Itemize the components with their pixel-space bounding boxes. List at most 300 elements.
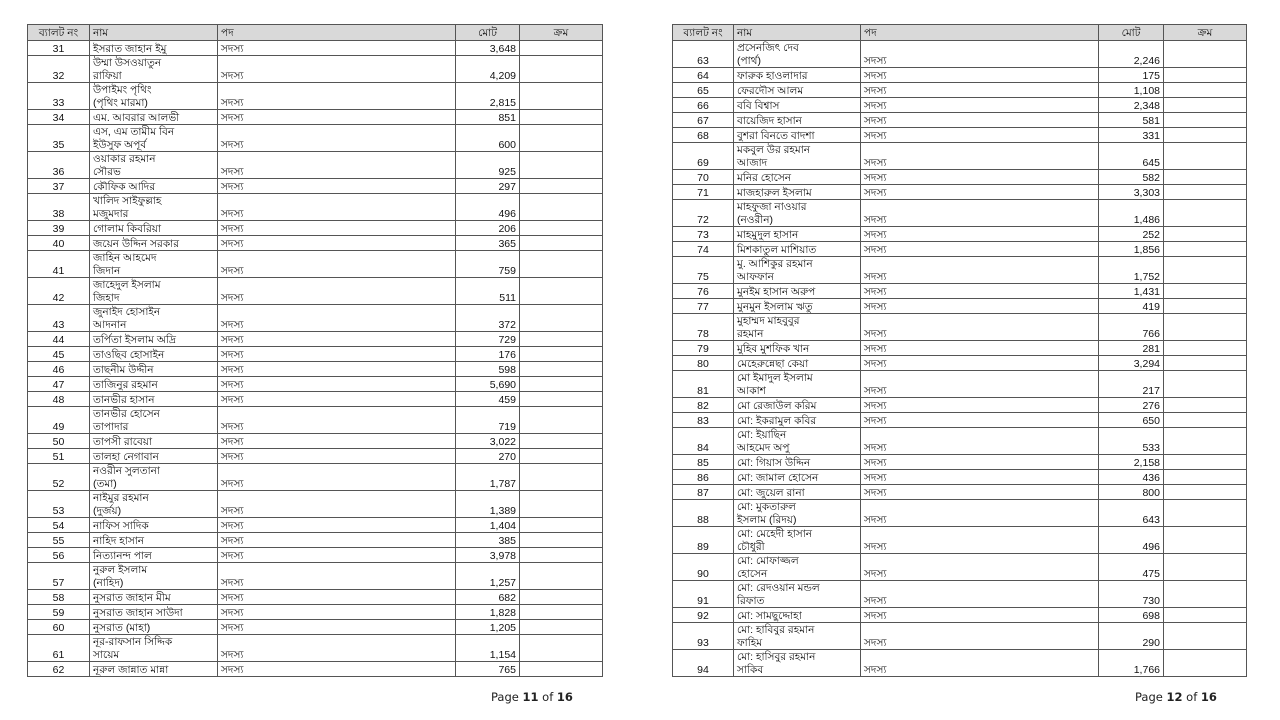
table-row xyxy=(28,332,603,347)
name-cell: জুনাইদ হোসাইন আদনান xyxy=(90,305,218,332)
total-pages: 16 xyxy=(556,690,573,704)
ballot-number-cell: 64 xyxy=(673,68,734,83)
ballot-number-cell: 50 xyxy=(28,434,90,449)
table-row xyxy=(28,491,603,518)
table-row xyxy=(28,251,603,278)
name-cell: মো রেজাউল করিম xyxy=(734,398,861,413)
rank-cell xyxy=(1164,341,1247,356)
post-cell: সদস্য xyxy=(218,518,456,533)
name-cell: তাপসী রাবেয়া xyxy=(90,434,218,449)
table-row xyxy=(673,356,1247,371)
total-votes-cell: 175 xyxy=(1099,68,1164,83)
page-number xyxy=(1135,690,1217,704)
header-total: মোট xyxy=(456,25,520,41)
rank-cell xyxy=(1164,371,1247,398)
table-row xyxy=(673,242,1247,257)
rank-cell xyxy=(1164,128,1247,143)
post-cell: সদস্য xyxy=(218,590,456,605)
ballot-number-cell: 69 xyxy=(673,143,734,170)
post-cell: সদস্য xyxy=(861,608,1099,623)
post-cell: সদস্য xyxy=(218,464,456,491)
header-post: পদ xyxy=(861,25,1099,41)
post-cell: সদস্য xyxy=(861,527,1099,554)
post-cell: সদস্য xyxy=(861,650,1099,677)
table-row xyxy=(673,185,1247,200)
total-votes-cell: 2,815 xyxy=(456,83,520,110)
table-row xyxy=(673,623,1247,650)
total-votes-cell: 385 xyxy=(456,533,520,548)
ballot-number-cell: 87 xyxy=(673,485,734,500)
rank-cell xyxy=(1164,428,1247,455)
rank-cell xyxy=(1164,455,1247,470)
name-cell: মো: সামছুদ্দোহা xyxy=(734,608,861,623)
rank-cell xyxy=(1164,143,1247,170)
ballot-number-cell: 83 xyxy=(673,413,734,428)
total-votes-cell: 419 xyxy=(1099,299,1164,314)
ballot-number-cell: 58 xyxy=(28,590,90,605)
rank-cell xyxy=(520,83,603,110)
total-votes-cell: 1,257 xyxy=(456,563,520,590)
ballot-number-cell: 67 xyxy=(673,113,734,128)
table-row xyxy=(673,113,1247,128)
page-of-label: of xyxy=(1186,690,1198,704)
ballot-number-cell: 37 xyxy=(28,179,90,194)
name-cell: নাহিদ হাসান xyxy=(90,533,218,548)
table-row xyxy=(673,128,1247,143)
table-row xyxy=(28,152,603,179)
name-cell: নওরীন সুলতানা (তমা) xyxy=(90,464,218,491)
table-row xyxy=(673,650,1247,677)
table-row xyxy=(28,236,603,251)
post-cell: সদস্য xyxy=(218,434,456,449)
rank-cell xyxy=(1164,470,1247,485)
rank-cell xyxy=(520,392,603,407)
table-row xyxy=(28,392,603,407)
total-votes-cell: 276 xyxy=(1099,398,1164,413)
total-votes-cell: 372 xyxy=(456,305,520,332)
total-votes-cell: 730 xyxy=(1099,581,1164,608)
ballot-number-cell: 82 xyxy=(673,398,734,413)
post-cell: সদস্য xyxy=(861,143,1099,170)
rank-cell xyxy=(1164,68,1247,83)
name-cell: ববি বিশ্বাস xyxy=(734,98,861,113)
total-votes-cell: 511 xyxy=(456,278,520,305)
post-cell: সদস্য xyxy=(218,152,456,179)
ballot-number-cell: 81 xyxy=(673,371,734,398)
rank-cell xyxy=(1164,284,1247,299)
rank-cell xyxy=(520,56,603,83)
ballot-number-cell: 88 xyxy=(673,500,734,527)
ballot-number-cell: 93 xyxy=(673,623,734,650)
rank-cell xyxy=(1164,623,1247,650)
post-cell: সদস্য xyxy=(218,278,456,305)
ballot-number-cell: 31 xyxy=(28,41,90,56)
post-cell: সদস্য xyxy=(861,581,1099,608)
name-cell: মনির হোসেন xyxy=(734,170,861,185)
ballot-number-cell: 75 xyxy=(673,257,734,284)
table-row xyxy=(673,581,1247,608)
post-cell: সদস্য xyxy=(218,83,456,110)
table-row xyxy=(28,464,603,491)
total-votes-cell: 2,246 xyxy=(1099,41,1164,68)
name-cell: উম্মা উসওয়াতুন রাফিয়া xyxy=(90,56,218,83)
rank-cell xyxy=(520,635,603,662)
total-votes-cell: 759 xyxy=(456,251,520,278)
ballot-number-cell: 56 xyxy=(28,548,90,563)
rank-cell xyxy=(1164,227,1247,242)
rank-cell xyxy=(520,305,603,332)
name-cell: এস, এম তামীম বিন ইউসুফ অপূর্ব xyxy=(90,125,218,152)
post-cell: সদস্য xyxy=(218,194,456,221)
rank-cell xyxy=(520,179,603,194)
table-row xyxy=(28,590,603,605)
name-cell: মো: ইয়াছিন আহমেদ অপু xyxy=(734,428,861,455)
post-cell: সদস্য xyxy=(861,227,1099,242)
ballot-number-cell: 63 xyxy=(673,41,734,68)
name-cell: নুরুল ইসলাম (নাহিদ) xyxy=(90,563,218,590)
ballot-number-cell: 62 xyxy=(28,662,90,677)
ballot-number-cell: 90 xyxy=(673,554,734,581)
ballot-number-cell: 32 xyxy=(28,56,90,83)
total-votes-cell: 643 xyxy=(1099,500,1164,527)
table-row xyxy=(28,635,603,662)
ballot-number-cell: 66 xyxy=(673,98,734,113)
ballot-number-cell: 79 xyxy=(673,341,734,356)
table-row xyxy=(28,449,603,464)
name-cell: জয়েন উদ্দিন সরকার xyxy=(90,236,218,251)
rank-cell xyxy=(1164,527,1247,554)
total-votes-cell: 650 xyxy=(1099,413,1164,428)
name-cell: নুসরাত (মাহা) xyxy=(90,620,218,635)
rank-cell xyxy=(520,221,603,236)
post-cell: সদস্য xyxy=(861,455,1099,470)
rank-cell xyxy=(1164,608,1247,623)
post-cell: সদস্য xyxy=(861,242,1099,257)
name-cell: নিত্যানন্দ পাল xyxy=(90,548,218,563)
table-row xyxy=(28,377,603,392)
table-row xyxy=(673,413,1247,428)
total-votes-cell: 2,348 xyxy=(1099,98,1164,113)
post-cell: সদস্য xyxy=(218,662,456,677)
total-votes-cell: 217 xyxy=(1099,371,1164,398)
table-row xyxy=(28,605,603,620)
total-votes-cell: 600 xyxy=(456,125,520,152)
total-votes-cell: 1,154 xyxy=(456,635,520,662)
ballot-number-cell: 77 xyxy=(673,299,734,314)
post-cell: সদস্য xyxy=(218,620,456,635)
name-cell: মো: হাসিবুর রহমান সাকিব xyxy=(734,650,861,677)
table-row xyxy=(673,500,1247,527)
ballot-number-cell: 48 xyxy=(28,392,90,407)
total-votes-cell: 682 xyxy=(456,590,520,605)
document-page-12 xyxy=(640,0,1280,720)
table-row xyxy=(28,305,603,332)
table-header-row xyxy=(673,25,1247,41)
current-page: 11 xyxy=(522,690,539,704)
total-votes-cell: 1,828 xyxy=(456,605,520,620)
ballot-number-cell: 51 xyxy=(28,449,90,464)
total-votes-cell: 1,389 xyxy=(456,491,520,518)
ballot-number-cell: 86 xyxy=(673,470,734,485)
post-cell: সদস্য xyxy=(218,563,456,590)
rank-cell xyxy=(1164,299,1247,314)
rank-cell xyxy=(520,110,603,125)
total-votes-cell: 598 xyxy=(456,362,520,377)
table-row xyxy=(673,371,1247,398)
ballot-number-cell: 42 xyxy=(28,278,90,305)
post-cell: সদস্য xyxy=(861,257,1099,284)
name-cell: এম. আবরার আলভী xyxy=(90,110,218,125)
post-cell: সদস্য xyxy=(218,491,456,518)
post-cell: সদস্য xyxy=(218,236,456,251)
total-votes-cell: 5,690 xyxy=(456,377,520,392)
post-cell: সদস্য xyxy=(861,68,1099,83)
ballot-number-cell: 36 xyxy=(28,152,90,179)
rank-cell xyxy=(520,605,603,620)
name-cell: মো: মুকতারুল ইসলাম (রিদয়) xyxy=(734,500,861,527)
table-row xyxy=(28,278,603,305)
table-row xyxy=(28,347,603,362)
rank-cell xyxy=(520,491,603,518)
name-cell: নূর-রাফসান সিদ্দিক সায়েম xyxy=(90,635,218,662)
rank-cell xyxy=(520,332,603,347)
post-cell: সদস্য xyxy=(218,449,456,464)
total-votes-cell: 331 xyxy=(1099,128,1164,143)
ballot-number-cell: 40 xyxy=(28,236,90,251)
rank-cell xyxy=(520,662,603,677)
table-row xyxy=(673,83,1247,98)
rank-cell xyxy=(520,347,603,362)
table-header-row xyxy=(28,25,603,41)
total-votes-cell: 459 xyxy=(456,392,520,407)
name-cell: নুসরাত জাহান মীম xyxy=(90,590,218,605)
table-row xyxy=(28,56,603,83)
rank-cell xyxy=(1164,581,1247,608)
total-votes-cell: 533 xyxy=(1099,428,1164,455)
total-votes-cell: 206 xyxy=(456,221,520,236)
total-votes-cell: 3,022 xyxy=(456,434,520,449)
post-cell: সদস্য xyxy=(218,251,456,278)
table-row xyxy=(28,407,603,434)
ballot-number-cell: 61 xyxy=(28,635,90,662)
candidate-table xyxy=(27,24,603,677)
rank-cell xyxy=(1164,98,1247,113)
rank-cell xyxy=(520,590,603,605)
total-votes-cell: 1,766 xyxy=(1099,650,1164,677)
page-label: Page xyxy=(1135,690,1163,704)
post-cell: সদস্য xyxy=(218,41,456,56)
total-votes-cell: 1,752 xyxy=(1099,257,1164,284)
table-row xyxy=(28,548,603,563)
rank-cell xyxy=(1164,83,1247,98)
ballot-number-cell: 65 xyxy=(673,83,734,98)
table-row xyxy=(673,227,1247,242)
candidate-table xyxy=(672,24,1247,677)
ballot-number-cell: 35 xyxy=(28,125,90,152)
table-row xyxy=(673,41,1247,68)
post-cell: সদস্য xyxy=(861,284,1099,299)
header-ballot-number: ব্যালট নং xyxy=(28,25,90,41)
post-cell: সদস্য xyxy=(861,356,1099,371)
post-cell: সদস্য xyxy=(218,179,456,194)
header-total: মোট xyxy=(1099,25,1164,41)
ballot-number-cell: 43 xyxy=(28,305,90,332)
table-row xyxy=(28,662,603,677)
table-row xyxy=(673,455,1247,470)
total-votes-cell: 4,209 xyxy=(456,56,520,83)
ballot-number-cell: 74 xyxy=(673,242,734,257)
total-votes-cell: 252 xyxy=(1099,227,1164,242)
table-row xyxy=(28,83,603,110)
ballot-number-cell: 41 xyxy=(28,251,90,278)
ballot-number-cell: 52 xyxy=(28,464,90,491)
total-votes-cell: 925 xyxy=(456,152,520,179)
rank-cell xyxy=(1164,185,1247,200)
ballot-number-cell: 49 xyxy=(28,407,90,434)
name-cell: তানভীর হোসেন তাপাদার xyxy=(90,407,218,434)
rank-cell xyxy=(1164,41,1247,68)
table-row xyxy=(28,434,603,449)
total-votes-cell: 765 xyxy=(456,662,520,677)
post-cell: সদস্য xyxy=(218,548,456,563)
name-cell: নাইমুর রহমান (দুর্জয়) xyxy=(90,491,218,518)
table-row xyxy=(673,554,1247,581)
name-cell: তাছনীম উদ্দীন xyxy=(90,362,218,377)
post-cell: সদস্য xyxy=(861,299,1099,314)
total-votes-cell: 436 xyxy=(1099,470,1164,485)
post-cell: সদস্য xyxy=(861,314,1099,341)
name-cell: উপাইমং পৃথিং (পৃথিং মারমা) xyxy=(90,83,218,110)
table-row xyxy=(673,428,1247,455)
name-cell: গোলাম কিবরিয়া xyxy=(90,221,218,236)
post-cell: সদস্য xyxy=(861,200,1099,227)
post-cell: সদস্য xyxy=(861,128,1099,143)
rank-cell xyxy=(1164,113,1247,128)
name-cell: নুসরাত জাহান সাউদা xyxy=(90,605,218,620)
total-votes-cell: 729 xyxy=(456,332,520,347)
table-row xyxy=(28,179,603,194)
total-votes-cell: 1,856 xyxy=(1099,242,1164,257)
ballot-number-cell: 57 xyxy=(28,563,90,590)
table-row xyxy=(673,485,1247,500)
total-votes-cell: 3,978 xyxy=(456,548,520,563)
post-cell: সদস্য xyxy=(218,56,456,83)
total-votes-cell: 645 xyxy=(1099,143,1164,170)
total-votes-cell: 851 xyxy=(456,110,520,125)
name-cell: কৌফিক আদির xyxy=(90,179,218,194)
table-row xyxy=(673,98,1247,113)
post-cell: সদস্য xyxy=(861,623,1099,650)
table-row xyxy=(28,41,603,56)
name-cell: জাহিন আহমেদ জিদান xyxy=(90,251,218,278)
rank-cell xyxy=(1164,413,1247,428)
header-post: পদ xyxy=(218,25,456,41)
rank-cell xyxy=(520,236,603,251)
name-cell: ফারুক হাওলাদার xyxy=(734,68,861,83)
total-votes-cell: 281 xyxy=(1099,341,1164,356)
total-pages: 16 xyxy=(1200,690,1217,704)
rank-cell xyxy=(1164,314,1247,341)
name-cell: ইসরাত জাহান ইমু xyxy=(90,41,218,56)
rank-cell xyxy=(520,41,603,56)
table-row xyxy=(673,170,1247,185)
total-votes-cell: 2,158 xyxy=(1099,455,1164,470)
ballot-number-cell: 46 xyxy=(28,362,90,377)
name-cell: মুনইম হাসান অরুপ xyxy=(734,284,861,299)
ballot-number-cell: 84 xyxy=(673,428,734,455)
table-row xyxy=(28,125,603,152)
total-votes-cell: 176 xyxy=(456,347,520,362)
name-cell: মো: গিয়াস উদ্দিন xyxy=(734,455,861,470)
post-cell: সদস্য xyxy=(218,221,456,236)
ballot-number-cell: 53 xyxy=(28,491,90,518)
rank-cell xyxy=(520,407,603,434)
total-votes-cell: 719 xyxy=(456,407,520,434)
total-votes-cell: 766 xyxy=(1099,314,1164,341)
post-cell: সদস্য xyxy=(861,371,1099,398)
rank-cell xyxy=(520,518,603,533)
rank-cell xyxy=(520,620,603,635)
post-cell: সদস্য xyxy=(218,605,456,620)
table-row xyxy=(673,200,1247,227)
name-cell: খালিদ সাইফুল্লাহ মজুমদার xyxy=(90,194,218,221)
rank-cell xyxy=(1164,650,1247,677)
ballot-number-cell: 55 xyxy=(28,533,90,548)
total-votes-cell: 270 xyxy=(456,449,520,464)
table-row xyxy=(673,257,1247,284)
name-cell: মাহমুদুল হাসান xyxy=(734,227,861,242)
table-row xyxy=(673,341,1247,356)
page-label: Page xyxy=(491,690,519,704)
name-cell: মো: মোফাজ্জল হোসেন xyxy=(734,554,861,581)
post-cell: সদস্য xyxy=(861,98,1099,113)
post-cell: সদস্য xyxy=(861,413,1099,428)
rank-cell xyxy=(520,449,603,464)
table-row xyxy=(673,608,1247,623)
name-cell: প্রসেনজিৎ দেব (পার্থ) xyxy=(734,41,861,68)
total-votes-cell: 297 xyxy=(456,179,520,194)
post-cell: সদস্য xyxy=(861,170,1099,185)
name-cell: মো ইমাদুল ইসলাম আকাশ xyxy=(734,371,861,398)
table-row xyxy=(673,314,1247,341)
post-cell: সদস্য xyxy=(218,635,456,662)
total-votes-cell: 800 xyxy=(1099,485,1164,500)
table-row xyxy=(673,284,1247,299)
table-row xyxy=(673,398,1247,413)
name-cell: মো: ইকরামুল কবির xyxy=(734,413,861,428)
ballot-number-cell: 76 xyxy=(673,284,734,299)
ballot-number-cell: 89 xyxy=(673,527,734,554)
total-votes-cell: 365 xyxy=(456,236,520,251)
rank-cell xyxy=(1164,200,1247,227)
total-votes-cell: 3,294 xyxy=(1099,356,1164,371)
ballot-number-cell: 54 xyxy=(28,518,90,533)
rank-cell xyxy=(1164,242,1247,257)
rank-cell xyxy=(520,278,603,305)
post-cell: সদস্য xyxy=(218,305,456,332)
table-row xyxy=(28,563,603,590)
rank-cell xyxy=(1164,485,1247,500)
ballot-number-cell: 73 xyxy=(673,227,734,242)
table-row xyxy=(28,221,603,236)
ballot-number-cell: 78 xyxy=(673,314,734,341)
post-cell: সদস্য xyxy=(861,113,1099,128)
rank-cell xyxy=(1164,257,1247,284)
post-cell: সদস্য xyxy=(861,500,1099,527)
header-rank: ক্রম xyxy=(1164,25,1247,41)
name-cell: মো: হাবিবুর রহমান ফাহিম xyxy=(734,623,861,650)
ballot-number-cell: 44 xyxy=(28,332,90,347)
